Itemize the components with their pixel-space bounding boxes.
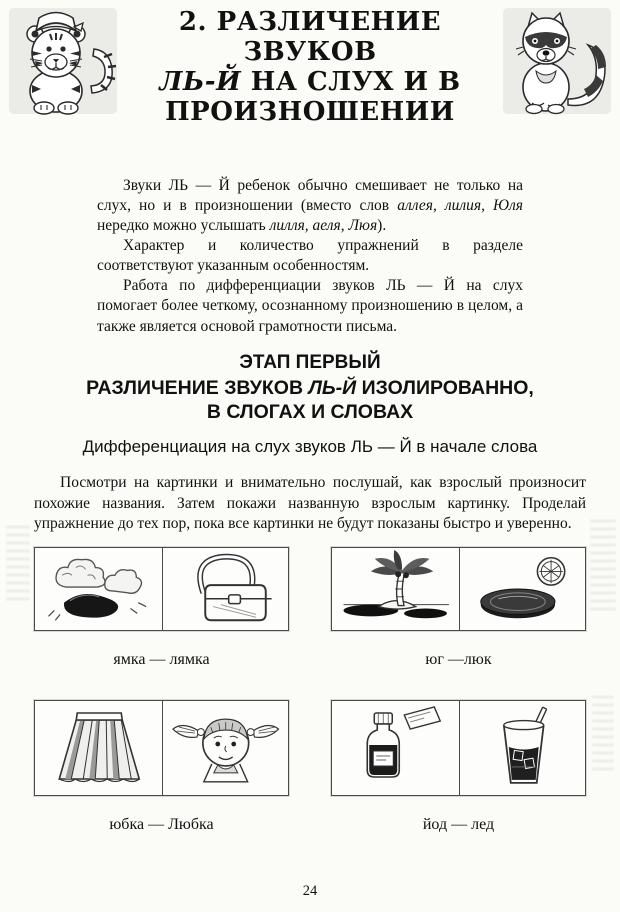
picture-grid-row-2	[34, 700, 586, 852]
instruction-paragraph: Посмотри на картинки и внимательно послушай, как взрослый произносит похожие названия. Затем покажи названную взрослым картинку. Проделай упражнение до тех пор, пока все картинки не будут показаны быстро и уверенно.	[34, 474, 586, 532]
exercise-yod-lyod	[331, 700, 586, 852]
intro-text	[97, 176, 523, 337]
pit-drawing-icon	[35, 548, 162, 630]
intro-paragraph-2: Характер и количество упражнений в разделе соответствуют указанным особенностям.	[97, 236, 523, 275]
exercise-subheading: Дифференциация на слух звуков ЛЬ — Й в начале слова	[82, 437, 538, 457]
picture-box	[34, 700, 289, 796]
section-heading-line2: В СЛОГАХ И СЛОВАХ	[206, 401, 414, 424]
stage-kicker: ЭТАП ПЕРВЫЙ	[239, 351, 381, 373]
picture-pit	[35, 548, 162, 630]
caption-yubka-lyubka: юбка — Любка	[109, 815, 214, 833]
girl-with-pigtails-drawing-icon	[163, 701, 289, 795]
raccoon-illustration	[502, 5, 612, 117]
exercise-yamka-lyamka	[34, 547, 289, 687]
scan-bleed-artifact	[590, 520, 616, 610]
tiger-illustration	[8, 5, 118, 117]
palm-island-drawing-icon	[332, 548, 459, 630]
skirt-drawing-icon	[35, 701, 162, 795]
shoulder-bag-drawing-icon	[163, 548, 289, 630]
scan-bleed-artifact	[6, 522, 30, 600]
glass-of-ice-drawing-icon	[460, 701, 586, 795]
picture-shoulder-bag	[162, 548, 289, 630]
picture-palm-island	[332, 548, 459, 630]
intro-paragraph-1: Звуки ЛЬ — Й ребенок обычно смешивает не только на слух, но и в произношении (вместо слов аллея, лилия, Юля нередко можно услышать лилля, аеля, Люя).	[97, 176, 523, 234]
exercise-yug-lyuk	[331, 547, 586, 687]
picture-box	[331, 700, 586, 796]
iodine-bottle-drawing-icon	[332, 701, 459, 795]
picture-skirt	[35, 701, 162, 795]
manhole-drawing-icon	[460, 548, 586, 630]
section-heading: РАЗЛИЧЕНИЕ ЗВУКОВ ЛЬ-Й ИЗОЛИРОВАННО, В СЛОГАХ И СЛОВАХ	[86, 376, 534, 424]
picture-grid-row-1	[34, 547, 586, 687]
picture-box	[34, 547, 289, 631]
caption-yug-lyuk: юг —люк	[425, 650, 492, 668]
caption-yod-lyod: йод — лед	[422, 815, 495, 833]
caption-yamka-lyamka: ямка — лямка	[113, 650, 210, 668]
scan-bleed-artifact	[592, 690, 614, 770]
chapter-title-line1: 2. РАЗЛИЧЕНИЕ ЗВУКОВ	[178, 7, 442, 67]
picture-box	[331, 547, 586, 631]
page-number: 24	[302, 883, 318, 899]
picture-iodine-bottle	[332, 701, 459, 795]
tiger-in-sailor-cap-icon	[8, 5, 118, 117]
intro-paragraph-3: Работа по дифференциации звуков ЛЬ — Й на слух помогает более четкому, осознанному произношению в целом, а также является основой грамотности письма.	[97, 277, 523, 335]
raccoon-icon	[502, 5, 612, 117]
picture-glass-of-ice	[459, 701, 586, 795]
picture-manhole	[459, 548, 586, 630]
exercise-yubka-lyubka	[34, 700, 289, 852]
chapter-title	[120, 0, 500, 128]
picture-girl-with-pigtails	[162, 701, 289, 795]
chapter-title-line2: ЛЬ-Й НА СЛУХ И В	[159, 66, 461, 97]
chapter-title-line3: ПРОИЗНОШЕНИИ	[165, 96, 455, 127]
